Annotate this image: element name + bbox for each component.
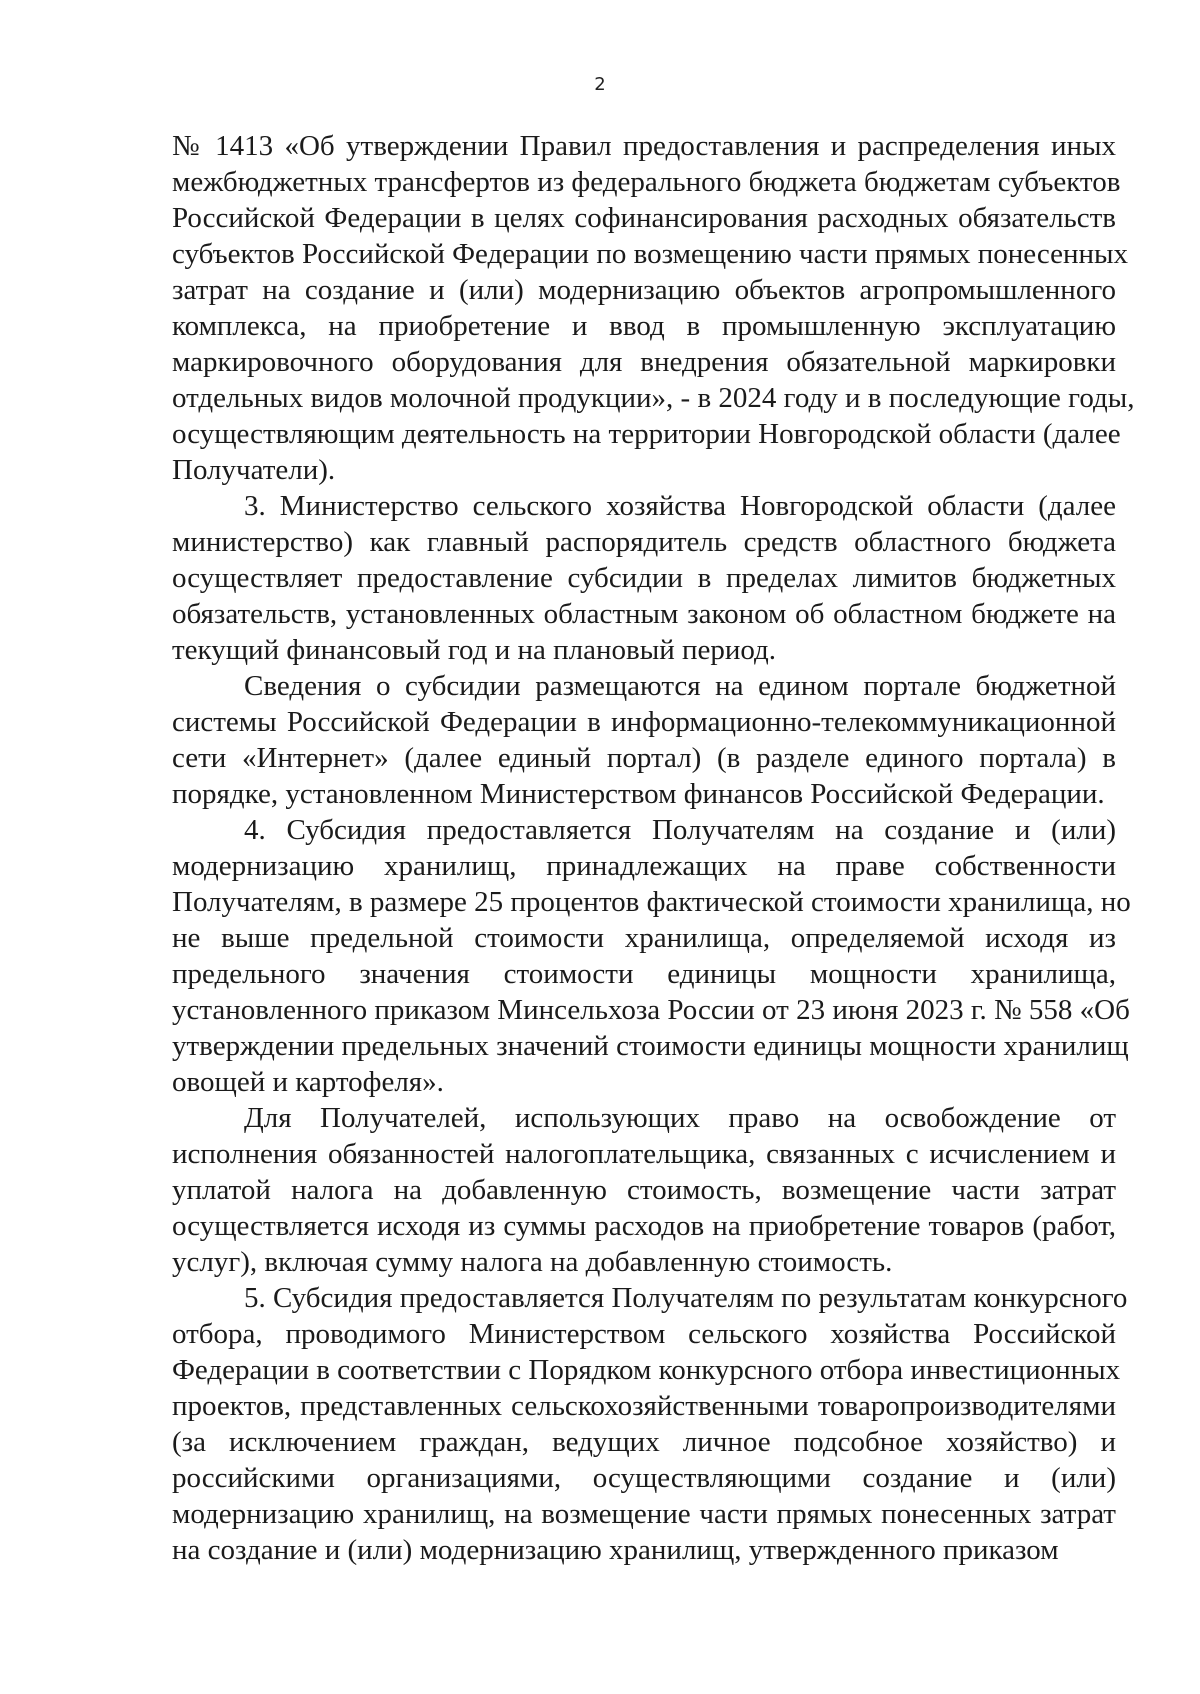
text-line: осуществляет предоставление субсидии в пределах лимитов бюджетных [172, 562, 1116, 594]
paragraph [172, 812, 1131, 1100]
text-line: Федерации в соответствии с Порядком конкурсного отбора инвестиционных [172, 1354, 1121, 1386]
text-line: 4. Субсидия предоставляется Получателям на создание и (или) [244, 814, 1116, 846]
text-line: Получателям, в размере 25 процентов фактической стоимости хранилища, но [172, 886, 1131, 918]
text-line: отбора, проводимого Министерством сельского хозяйства Российской [172, 1318, 1116, 1350]
text-line: порядке, установленном Министерством финансов Российской Федерации. [172, 778, 1105, 810]
paragraph [172, 1100, 1116, 1280]
text-line: уплатой налога на добавленную стоимость, возмещение части затрат [172, 1174, 1116, 1206]
text-line: обязательств, установленных областным законом об областном бюджете на [172, 598, 1116, 630]
paragraph [172, 488, 1116, 668]
text-line: проектов, представленных сельскохозяйственными товаропроизводителями [172, 1390, 1116, 1422]
text-line: межбюджетных трансфертов из федерального бюджета бюджетам субъектов [172, 166, 1121, 198]
text-line: министерство) как главный распорядитель средств областного бюджета [172, 526, 1116, 558]
text-line: затрат на создание и (или) модернизацию объектов агропромышленного [172, 274, 1116, 306]
text-line: модернизацию хранилищ, принадлежащих на праве собственности [172, 850, 1116, 882]
text-line: модернизацию хранилищ, на возмещение части прямых понесенных затрат [172, 1498, 1116, 1530]
text-line: утверждении предельных значений стоимости единицы мощности хранилищ [172, 1030, 1129, 1062]
text-line: 3. Министерство сельского хозяйства Новгородской области (далее [244, 490, 1116, 522]
text-line: исполнения обязанностей налогоплательщика, связанных с исчислением и [172, 1138, 1116, 1170]
text-line: предельного значения стоимости единицы мощности хранилища, [172, 958, 1116, 990]
paragraph [172, 1280, 1128, 1568]
text-line: Сведения о субсидии размещаются на едином портале бюджетной [244, 670, 1116, 702]
text-line: (за исключением граждан, ведущих личное подсобное хозяйство) и [172, 1426, 1116, 1458]
text-line: российскими организациями, осуществляющими создание и (или) [172, 1462, 1116, 1494]
text-line: текущий финансовый год и на плановый период. [172, 634, 777, 666]
text-line: № 1413 «Об утверждении Правил предоставления и распределения иных [172, 130, 1116, 162]
document-body [172, 128, 1135, 1568]
text-line: отдельных видов молочной продукции», - в 2024 году и в последующие годы, [172, 382, 1135, 414]
text-line: сети «Интернет» (далее единый портал) (в разделе единого портала) в [172, 742, 1116, 774]
text-line: 5. Субсидия предоставляется Получателям по результатам конкурсного [244, 1282, 1128, 1314]
text-line: Получатели). [172, 454, 336, 486]
text-line: маркировочного оборудования для внедрения обязательной маркировки [172, 346, 1116, 378]
text-line: субъектов Российской Федерации по возмещению части прямых понесенных [172, 238, 1128, 270]
text-line: системы Российской Федерации в информационно-телекоммуникационной [172, 706, 1116, 738]
text-line: услуг), включая сумму налога на добавленную стоимость. [172, 1246, 893, 1278]
paragraph [172, 668, 1116, 812]
text-line: осуществляющим деятельность на территории Новгородской области (далее [172, 418, 1121, 450]
text-line: Российской Федерации в целях софинансирования расходных обязательств [172, 202, 1116, 234]
text-line: осуществляется исходя из суммы расходов на приобретение товаров (работ, [172, 1210, 1116, 1242]
text-line: овощей и картофеля». [172, 1066, 444, 1098]
text-line: не выше предельной стоимости хранилища, определяемой исходя из [172, 922, 1116, 954]
page-number: 2 [594, 74, 606, 95]
paragraph [172, 128, 1135, 488]
text-line: установленного приказом Минсельхоза России от 23 июня 2023 г. № 558 «Об [172, 994, 1130, 1026]
text-line: на создание и (или) модернизацию хранилищ, утвержденного приказом [172, 1534, 1059, 1566]
text-line: Для Получателей, использующих право на освобождение от [244, 1102, 1116, 1134]
text-line: комплекса, на приобретение и ввод в промышленную эксплуатацию [172, 310, 1116, 342]
